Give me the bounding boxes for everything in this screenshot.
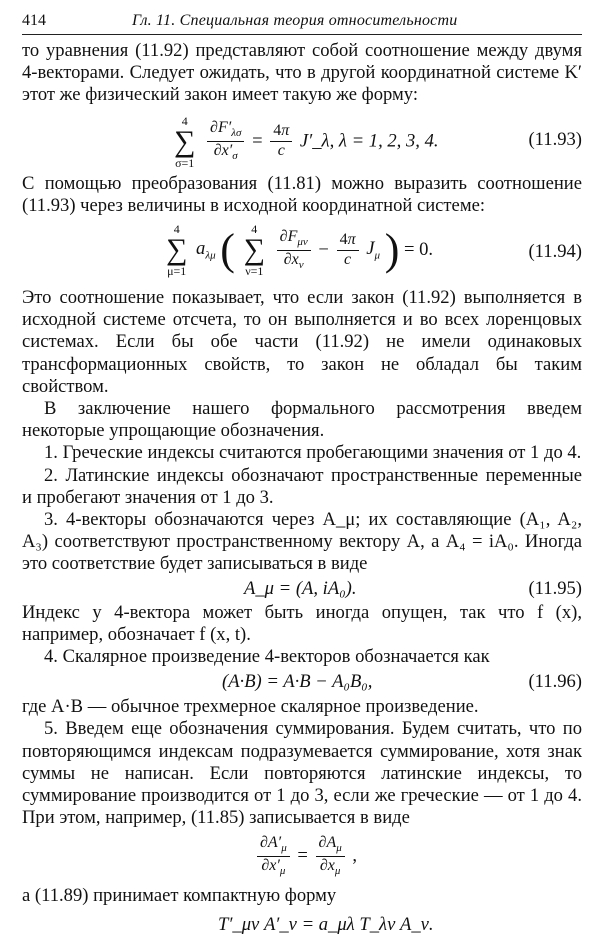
list-item: 3. 4-векторы обозначаются через A_μ; их составляющие (A₁, A₂, A₃) соответствуют пространственному вектору A, а A₄ = iA₀. Иногда это соответствие будет записываться в виде: [22, 509, 582, 575]
fraction: $\frac{\partial F_{\mu\nu}}{\partial x_\nu}$: [277, 229, 311, 271]
equation-number: (11.94): [528, 241, 582, 263]
sum-symbol: 4 ∑ ν=1: [243, 222, 265, 279]
equation-11-94: 4 ∑ μ=1 $a_{\lambda\mu}$ ( 4 ∑ ν=1 $\frac{\partial F_{\mu\nu}}{\partial x_\nu}$ − $\frac{4\pi}{c}$ $J_\mu$ ) = 0. (11.94): [166, 222, 582, 279]
equation-11-89-compact: [22, 908, 582, 942]
equation-rhs: J′_λ, λ = 1, 2, 3, 4.: [299, 129, 439, 151]
equation-body: (A·B) = A·B − A₀B₀,: [222, 671, 373, 693]
paragraph: то уравнения (11.92) представляют собой соотношение между двумя 4-векторами. Следует ожидать, что в другой координатной системе K′ этот же физический закон имеет такую же форму:: [22, 40, 582, 106]
fraction: $\frac{\partial A_\mu}{\partial x_\mu}$: [316, 835, 345, 877]
page-number: 414: [22, 12, 46, 29]
equation-11-93: 4 ∑ σ=1 $\frac{\partial F'_{\lambda\sigma}}{\partial x'_\sigma}$ = $\frac{4\pi}{c}$ J′_λ, λ = 1, 2, 3, 4. (11.93): [174, 113, 582, 170]
paragraph: а (11.89) принимает компактную форму: [22, 885, 337, 907]
page-header: [22, 10, 582, 35]
equation-11-95: [22, 576, 582, 602]
fraction: $\frac{\partial A'_\mu}{\partial x'_\mu}$: [257, 835, 290, 877]
equation-11-96: [22, 668, 582, 696]
equation-number: (11.95): [528, 577, 582, 599]
fraction: $\frac{4\pi}{c}$: [337, 232, 359, 269]
equation-body: T′_μν A′_ν = a_μλ T_λν A_ν.: [218, 913, 434, 935]
list-item: 4. Скалярное произведение 4-векторов обозначается как: [44, 646, 490, 668]
paragraph: В заключение нашего формального рассмотрения введем некоторые упрощающие обозначения.: [22, 398, 582, 442]
paragraph: С помощью преобразования (11.81) можно выразить соотношение (11.93) через величины в исходной координатной системе:: [22, 172, 582, 216]
equation-11-85-compact: $\frac{\partial A'_\mu}{\partial x'_\mu}$ = $\frac{\partial A_\mu}{\partial x_\mu}$ ,: [22, 829, 582, 885]
paragraph: где A·B — обычное трехмерное скалярное произведение.: [22, 696, 479, 718]
paragraph: Индекс у 4-вектора может быть иногда опущен, так что f (x), например, обозначает f (x, t).: [22, 601, 582, 645]
list-item: 5. Введем еще обозначения суммирования. Будем считать, что по повторяющимся индексам подразумевается суммирование, хотя знак суммы не написан. Если повторяются латинские индексы, то суммирование производится от 1 до 3, если же греческие — от 1 до 4. При этом, например, (11.85) записывается в виде: [22, 718, 582, 829]
sum-symbol: 4 ∑ μ=1: [166, 222, 188, 279]
page-body: [22, 40, 582, 942]
equation-body: A_μ = (A, iA₀).: [244, 577, 357, 599]
sum-symbol: 4 ∑ σ=1: [174, 113, 196, 170]
fraction: $\frac{\partial F'_{\lambda\sigma}}{\partial x'_\sigma}$: [207, 120, 244, 162]
fraction: $\frac{4\pi}{c}$: [270, 123, 292, 160]
equation-number: (11.96): [528, 671, 582, 693]
equation-number: (11.93): [528, 128, 582, 150]
list-item: 1. Греческие индексы считаются пробегающими значения от 1 до 4.: [44, 442, 582, 464]
list-item: 2. Латинские индексы обозначают пространственные переменные и пробегают значения от 1 до 3.: [22, 464, 582, 508]
paragraph: Это соотношение показывает, что если закон (11.92) выполняется в исходной системе отсчета, то он выполняется и во всех лоренцовых системах. Если бы обе части (11.92) не имели одинаковых трансформационных свойств, то закон не обладал бы таким свойством.: [22, 287, 582, 397]
running-title: Гл. 11. Специальная теория относительности: [132, 12, 458, 29]
